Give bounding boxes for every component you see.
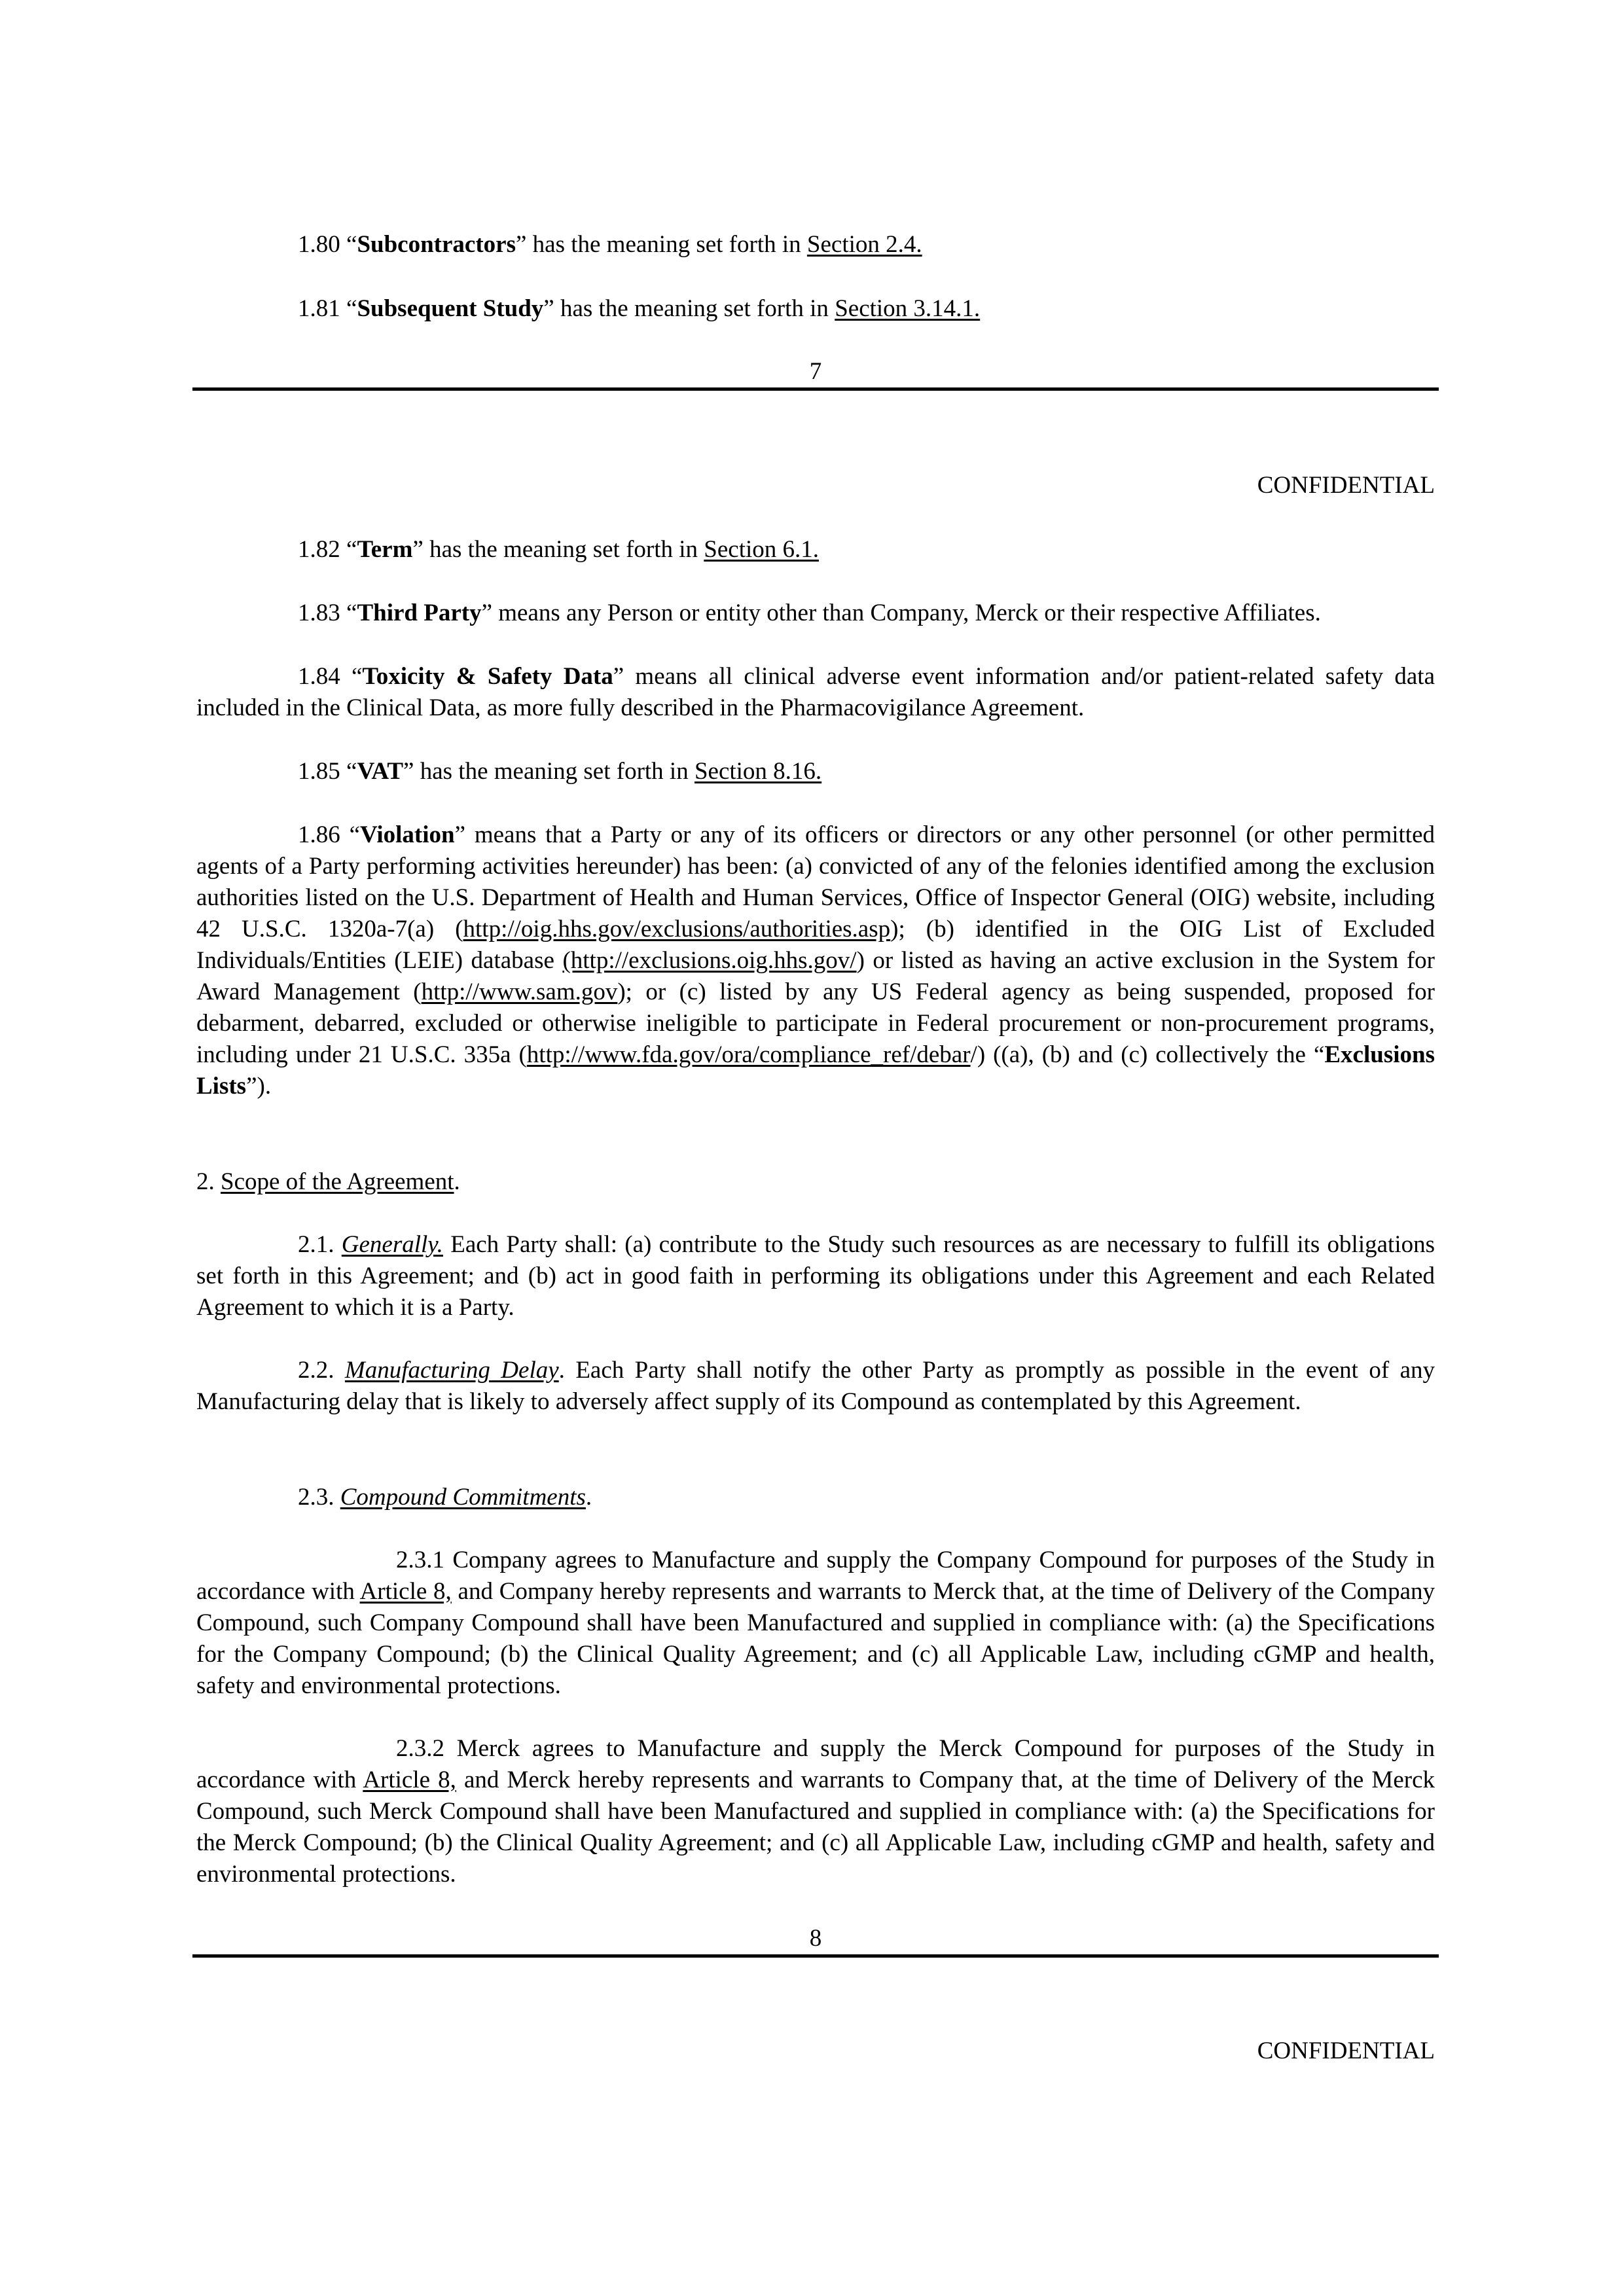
defined-term: Term [357, 536, 413, 563]
definition-1-81: 1.81 “Subsequent Study” has the meaning set forth in Section 3.14.1. [298, 295, 981, 322]
article-reference: Article 8, [363, 1767, 456, 1793]
section-title: Scope of the Agreement [221, 1168, 454, 1195]
defined-term: VAT [357, 758, 404, 785]
hyperlink-fda-debar[interactable]: http://www.fda.gov/ora/compliance_ref/debar [526, 1041, 971, 1068]
hyperlink-oig-authorities[interactable]: http://oig.hhs.gov/exclusions/authorities.asp [463, 916, 891, 942]
section-reference: Section 3.14.1. [835, 295, 981, 322]
confidential-header: CONFIDENTIAL [1257, 472, 1435, 499]
definition-1-83: 1.83 “Third Party” means any Person or entity other than Company, Merck or their respective Affiliates. [298, 600, 1321, 626]
defined-term: Exclusions Lists [196, 1041, 1435, 1100]
confidential-header: CONFIDENTIAL [1257, 2037, 1435, 2064]
defined-term: Violation [360, 821, 455, 848]
defined-term: Subsequent Study [357, 295, 544, 322]
page-divider [192, 387, 1439, 391]
definition-1-80: 1.80 “Subcontractors” has the meaning set forth in Section 2.4. [298, 231, 922, 258]
section-reference: Section 6.1. [704, 536, 820, 563]
article-reference: Article 8, [359, 1578, 452, 1605]
section-title: Manufacturing Delay [344, 1357, 559, 1384]
section-2-2: 2.2. Manufacturing Delay. Each Party shall notify the other Party as promptly as possible in the event of any Manufacturing delay that is likely to adversely affect supply of its Compound as contemplated by this Agreement. [196, 1357, 1435, 1415]
defined-term: Toxicity & Safety Data [362, 663, 613, 690]
section-title: Generally. [341, 1231, 443, 1258]
page-divider [192, 1954, 1439, 1958]
section-reference: Section 2.4. [806, 231, 922, 258]
hyperlink-sam-gov[interactable]: http://www.sam.gov [421, 978, 618, 1005]
section-2-heading: 2. Scope of the Agreement. [196, 1168, 460, 1195]
definition-1-84: 1.84 “Toxicity & Safety Data” means all clinical adverse event information and/or patient-related safety data included in the Clinical Data, as more fully described in the Pharmacovigilance Agreement. [196, 663, 1435, 721]
section-2-3-2: 2.3.2 Merck agrees to Manufacture and supply the Merck Compound for purposes of the Study in accordance with Article 8, and Merck hereby represents and warrants to Company that, at the time of Delivery of the Merck Compound, such Merck Compound shall have been Manufactured and supplied in compliance with: (a) the Specifications for the Merck Compound; (b) the Clinical Quality Agreement; and (c) all Applicable Law, including cGMP and health, safety and environmental protections. [196, 1735, 1435, 1888]
section-title: Compound Commitments [340, 1484, 586, 1511]
defined-term: Subcontractors [357, 231, 516, 258]
page-number: 8 [809, 1925, 822, 1952]
section-2-3-heading: 2.3. Compound Commitments. [298, 1484, 592, 1511]
section-2-1: 2.1. Generally. Each Party shall: (a) contribute to the Study such resources as are necessary to fulfill its obligations set forth in this Agreement; and (b) act in good faith in performing its obligations under this Agreement and each Related Agreement to which it is a Party. [196, 1231, 1435, 1321]
page-number: 7 [809, 358, 822, 385]
defined-term: Third Party [357, 600, 482, 626]
definition-1-86: 1.86 “Violation” means that a Party or any of its officers or directors or any other personnel (or other permitted agents of a Party performing activities hereunder) has been: (a) convicted of any of the felonies identified among the exclusion authorities listed on the U.S. Department of Health and Human Services, Office of Inspector General (OIG) website, including 42 U.S.C. 1320a-7(a) (http://oig.hhs.gov/exclusions/authorities.asp); (b) identified in the OIG List of Excluded Individuals/Entities (LEIE) database (http://exclusions.oig.hhs.gov/) or listed as having an active exclusion in the System for Award Management (http://www.sam.gov); or (c) listed by any US Federal agency as being suspended, proposed for debarment, debarred, excluded or otherwise ineligible to participate in Federal procurement or non-procurement programs, including under 21 U.S.C. 335a (http://www.fda.gov/ora/compliance_ref/debar/) ((a), (b) and (c) collectively the “Exclusions Lists”). [196, 821, 1435, 1100]
section-reference: Section 8.16. [694, 758, 822, 785]
hyperlink-exclusions-oig[interactable]: (http://exclusions.oig.hhs.gov/ [562, 947, 857, 974]
section-2-3-1: 2.3.1 Company agrees to Manufacture and supply the Company Compound for purposes of the Study in accordance with Article 8, and Company hereby represents and warrants to Merck that, at the time of Delivery of the Company Compound, such Company Compound shall have been Manufactured and supplied in compliance with: (a) the Specifications for the Company Compound; (b) the Clinical Quality Agreement; and (c) all Applicable Law, including cGMP and health, safety and environmental protections. [196, 1547, 1435, 1699]
definition-1-85: 1.85 “VAT” has the meaning set forth in Section 8.16. [298, 758, 822, 785]
definition-1-82: 1.82 “Term” has the meaning set forth in Section 6.1. [298, 536, 820, 563]
